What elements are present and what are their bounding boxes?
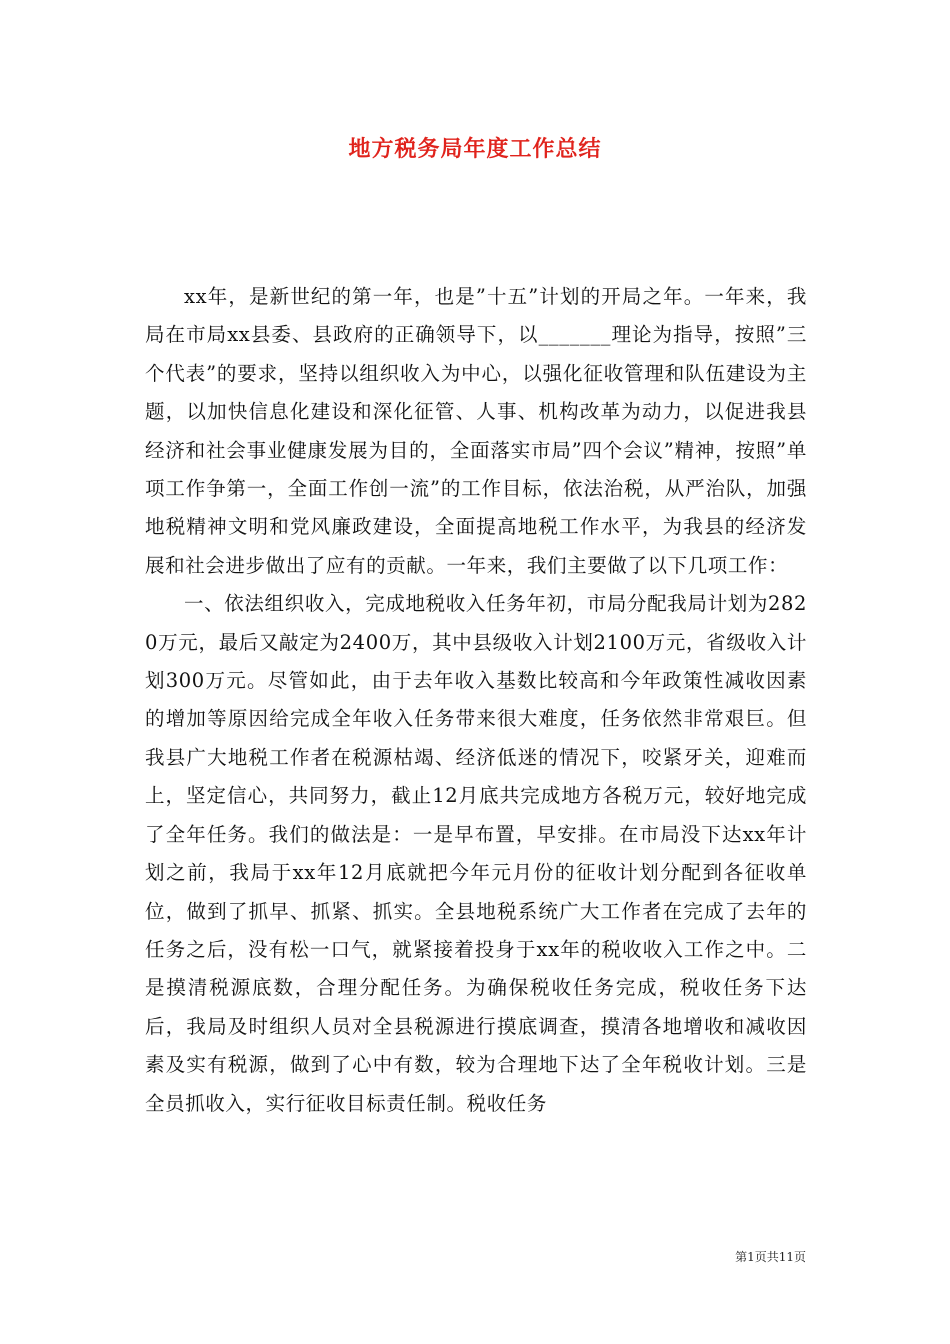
- paragraph-intro: xx年，是新世纪的第一年，也是”十五”计划的开局之年。一年来，我局在市局xx县委、县政府的正确领导下，以_______理论为指导，按照”三个代表”的要求，坚持以组织收入为中心，以强化征收管理和队伍建设为主题，以加快信息化建设和深化征管、人事、机构改革为动力，以促进我县经济和社会事业健康发展为目的，全面落实市局”四个会议”精神，按照”单项工作争第一，全面工作创一流”的工作目标，依法治税，从严治队，加强地税精神文明和党风廉政建设，全面提高地税工作水平，为我县的经济发展和社会进步做出了应有的贡献。一年来，我们主要做了以下几项工作：: [145, 285, 807, 577]
- paragraph-section-1: 一、依法组织收入，完成地税收入任务年初，市局分配我局计划为2820万元，最后又敲定为2400万，其中县级收入计划2100万元，省级收入计划300万元。尽管如此，由于去年收入基数比较高和今年政策性减收因素的增加等原因给完成全年收入任务带来很大难度，任务依然非常艰巨。但我县广大地税工作者在税源枯竭、经济低迷的情况下，咬紧牙关，迎难而上，坚定信心，共同努力，截止12月底共完成地方各税万元，较好地完成了全年任务。我们的做法是：一是早布置，早安排。在市局没下达xx年计划之前，我局于xx年12月底就把今年元月份的征收计划分配到各征收单位，做到了抓早、抓紧、抓实。全县地税系统广大工作者在完成了去年的任务之后，没有松一口气，就紧接着投身于xx年的税收收入工作之中。二是摸清税源底数，合理分配任务。为确保税收任务完成，税收任务下达后，我局及时组织人员对全县税源进行摸底调查，摸清各地增收和减收因素及实有税源，做到了心中有数，较为合理地下达了全年税收计划。三是全员抓收入，实行征收目标责任制。税收任务: [145, 592, 807, 1115]
- document-body: [145, 278, 807, 1123]
- page-number: 第1页共11页: [735, 1250, 806, 1264]
- document-title: 地方税务局年度工作总结: [348, 136, 602, 162]
